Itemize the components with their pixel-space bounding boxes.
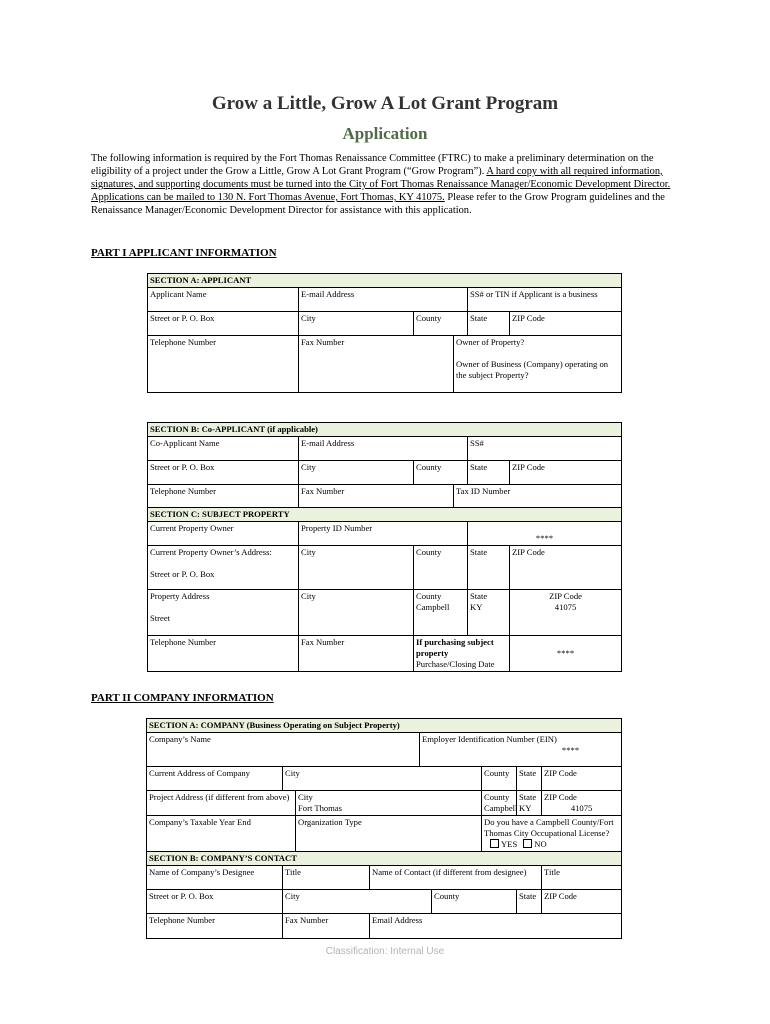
co-applicant-name-field[interactable]: Co-Applicant Name [148,437,299,461]
designee-title-field[interactable]: Title [283,866,370,890]
property-zip-value: 41075 [554,602,577,612]
contact-telephone-field[interactable]: Telephone Number [147,914,283,939]
co-tax-id-field[interactable]: Tax ID Number [454,485,622,508]
project-state-field[interactable] [517,791,542,816]
project-state-label: State [519,792,537,802]
property-county-value: Campbell [416,602,450,612]
state-field[interactable]: State [468,312,510,336]
property-state-label: State [470,591,488,601]
no-checkbox[interactable] [523,839,532,848]
property-city-field[interactable]: City [299,590,414,636]
part1-heading: PART I APPLICANT INFORMATION [91,247,277,259]
property-zip-label: ZIP Code [549,591,582,601]
project-zip-label: ZIP Code [544,792,577,802]
company-state-field[interactable]: State [517,767,542,791]
project-county-value: Campbell [484,803,518,813]
contact-county-field[interactable]: County [432,890,517,914]
company-section-a-header: SECTION A: COMPANY (Business Operating on Subject Property) [147,719,622,733]
no-label: NO [534,839,547,849]
owner-city-field[interactable]: City [299,546,414,590]
org-type-field[interactable]: Organization Type [296,816,482,852]
project-city-field[interactable] [296,791,482,816]
co-telephone-field[interactable]: Telephone Number [148,485,299,508]
contact-state-field[interactable]: State [517,890,542,914]
intro-text-1: The following information is required by the Fort Thomas Renaissance Committee (FTRC) to make a preliminary determination on the eligibility of a project under the Grow a Little, Grow A Lot Grant Program (“Grow Program”). [91,153,654,177]
license-question-field[interactable] [482,816,622,852]
designee-field[interactable]: Name of Company’s Designee [147,866,283,890]
closing-date-stars: **** [510,636,622,672]
owner-state-field[interactable]: State [468,546,510,590]
owner-address-label: Current Property Owner’s Address: [150,547,272,557]
contact-city-field[interactable]: City [283,890,432,914]
contact-email-field[interactable]: Email Address [370,914,622,939]
license-question: Do you have a Campbell County/Fort Thomas City Occupational License? [484,817,614,838]
company-name-field[interactable]: Company’s Name [147,733,420,767]
purchasing-label: If purchasing subject property [416,637,494,658]
property-id-field[interactable]: Property ID Number [299,522,468,546]
company-city-field[interactable]: City [283,767,482,791]
intro-text-2: A hard copy with all required information, signatures, and supporting documents must be turned into the City of Fort Thomas Renaissance Manager/Economic Development Director. Applications can be mailed to 130 N. Fort Thomas Avenue, Fort Thomas, KY 41075. [91,166,671,203]
property-telephone-field[interactable]: Telephone Number [148,636,299,672]
form-title: Grow a Little, Grow A Lot Grant Program [211,93,559,114]
county-field[interactable]: County [414,312,468,336]
yes-label: YES [501,839,518,849]
owner-questions-field[interactable] [454,336,622,393]
ss-tin-field[interactable]: SS# or TIN if Applicant is a business [468,288,622,312]
ein-stars: **** [561,745,580,755]
applicant-name-field[interactable]: Applicant Name [148,288,299,312]
company-address-field[interactable]: Current Address of Company [147,767,283,791]
ein-field[interactable] [420,733,622,767]
yes-checkbox[interactable] [490,839,499,848]
current-owner-field[interactable]: Current Property Owner [148,522,299,546]
part1-section-a-table [147,273,622,393]
property-county-field[interactable] [414,590,468,636]
project-zip-value: 41075 [570,803,593,813]
intro-text-3: Please refer to the Grow Program guidelines and the Renaissance Manager/Economic Development Director for assistance with this application. [91,192,665,216]
section-c-header: SECTION C: SUBJECT PROPERTY [148,508,622,522]
section-b-header: SECTION B: Co-APPLICANT (if applicable) [148,423,622,437]
co-state-field[interactable]: State [468,461,510,485]
contact-street-field[interactable]: Street or P. O. Box [147,890,283,914]
project-zip-field[interactable] [542,791,622,816]
property-fax-field[interactable]: Fax Number [299,636,414,672]
owner-property-question: Owner of Property? [456,337,525,347]
project-address-field[interactable]: Project Address (if different from above) [147,791,296,816]
intro-paragraph [91,152,691,217]
property-state-field[interactable] [468,590,510,636]
co-zip-field[interactable]: ZIP Code [510,461,622,485]
project-county-label: County [484,792,510,802]
property-zip-field[interactable] [510,590,622,636]
co-city-field[interactable]: City [299,461,414,485]
owner-address-field[interactable] [148,546,299,590]
telephone-field[interactable]: Telephone Number [148,336,299,393]
email-field[interactable]: E-mail Address [299,288,468,312]
fax-field[interactable]: Fax Number [299,336,454,393]
co-ss-field[interactable]: SS# [468,437,622,461]
co-fax-field[interactable]: Fax Number [299,485,454,508]
section-a-header: SECTION A: APPLICANT [148,274,622,288]
project-city-label: City [298,792,313,802]
taxable-year-field[interactable]: Company’s Taxable Year End [147,816,296,852]
owner-zip-field[interactable]: ZIP Code [510,546,622,590]
owner-business-question: Owner of Business (Company) operating on the subject Property? [456,359,609,380]
classification-footer: Classification: Internal Use [325,946,445,957]
zip-field[interactable]: ZIP Code [510,312,622,336]
project-city-value: Fort Thomas [298,803,343,813]
co-county-field[interactable]: County [414,461,468,485]
contact-fax-field[interactable]: Fax Number [283,914,370,939]
co-street-field[interactable]: Street or P. O. Box [148,461,299,485]
company-section-b-header: SECTION B: COMPANY’S CONTACT [147,852,622,866]
contact-zip-field[interactable]: ZIP Code [542,890,622,914]
property-address-label: Property Address [150,591,210,601]
city-field[interactable]: City [299,312,414,336]
co-email-field[interactable]: E-mail Address [299,437,468,461]
property-id-stars: **** [468,522,622,546]
company-zip-field[interactable]: ZIP Code [542,767,622,791]
part2-heading: PART II COMPANY INFORMATION [91,692,274,704]
property-county-label: County [416,591,442,601]
owner-county-field[interactable]: County [414,546,468,590]
contact-name-field[interactable]: Name of Contact (if different from designee) [370,866,542,890]
closing-date-label: Purchase/Closing Date [416,659,495,669]
property-street-label: Street [150,613,171,623]
part2-table [146,718,622,939]
owner-street-label: Street or P. O. Box [150,569,215,579]
closing-date-field[interactable] [414,636,510,672]
project-county-field[interactable] [482,791,517,816]
part1-section-bc-table [147,422,622,672]
property-address-field[interactable] [148,590,299,636]
contact-title-field[interactable]: Title [542,866,622,890]
project-state-value: KY [519,803,532,813]
form-subtitle: Application [342,124,428,143]
property-state-value: KY [470,602,483,612]
street-field[interactable]: Street or P. O. Box [148,312,299,336]
company-county-field[interactable]: County [482,767,517,791]
ein-label: Employer Identification Number (EIN) [422,734,557,744]
